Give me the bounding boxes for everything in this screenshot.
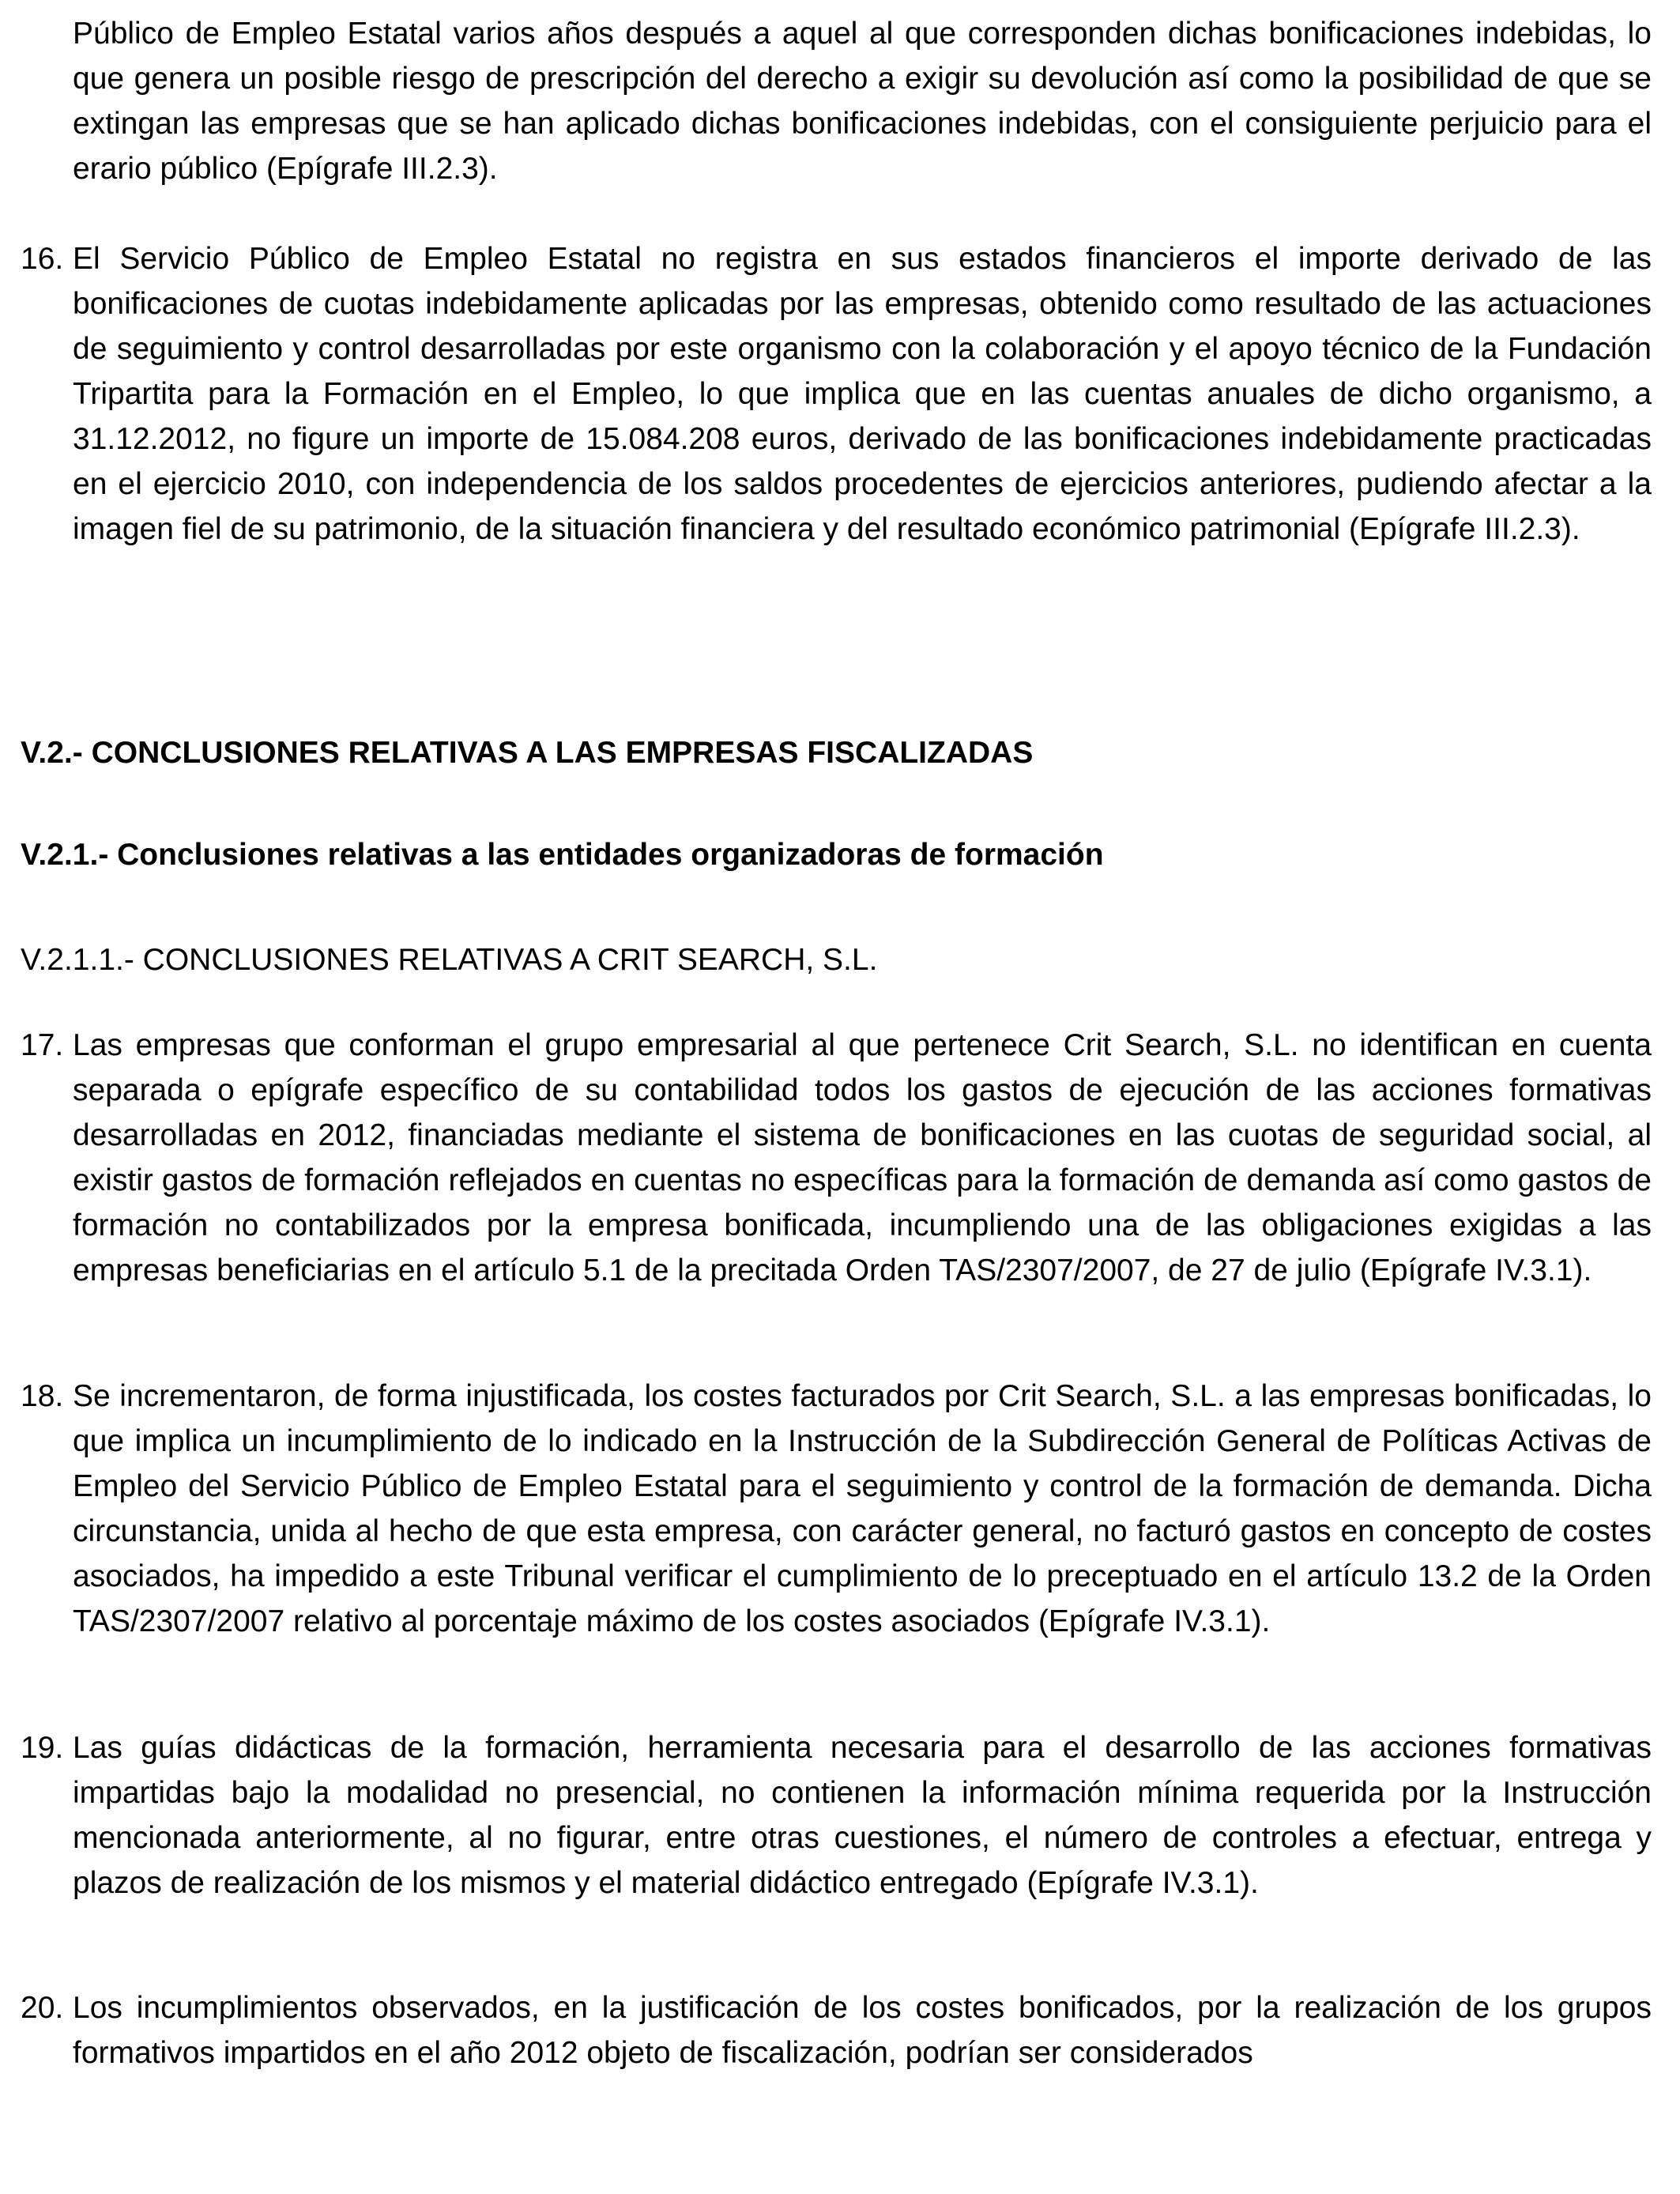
item-number: 18.: [21, 1379, 64, 1413]
item-text: Las empresas que conforman el grupo empresarial al que pertenece Crit Search, S.L. no identifican en cuenta separada o epígrafe específico de su contabilidad todos los gastos de ejecución de las acciones formativas desarrolladas en 2012, financiadas mediante el sistema de bonificaciones en las cuotas de seguridad social, al existir gastos de formación reflejados en cuentas no específicas para la formación de demanda así como gastos de formación no contabilizados por la empresa bonificada, incumpliendo una de las obligaciones exigidas a las empresas beneficiarias en el artículo 5.1 de la precitada Orden TAS/2307/2007, de 27 de julio (Epígrafe IV.3.1).: [73, 1028, 1652, 1287]
item-number: 17.: [21, 1028, 64, 1062]
item-text: Las guías didácticas de la formación, herramienta necesaria para el desarrollo de las acciones formativas impartidas bajo la modalidad no presencial, no contienen la información mínima requerida por la Instrucción mencionada anteriormente, al no figurar, entre otras cuestiones, el número de controles a efectuar, entrega y plazos de realización de los mismos y el material didáctico entregado (Epígrafe IV.3.1).: [73, 1731, 1652, 1900]
item-number: 20.: [21, 1991, 64, 2025]
subsection-heading-v21: V.2.1.- Conclusiones relativas a las entidades organizadoras de formación: [21, 838, 1104, 872]
intro-paragraph: Público de Empleo Estatal varios años después a aquel al que corresponden dichas bonificaciones indebidas, lo que genera un posible riesgo de prescripción del derecho a exigir su devolución así como la posibilidad de que se extingan las empresas que se han aplicado dichas bonificaciones indebidas, con el consiguiente perjuicio para el erario público (Epígrafe III.2.3).: [73, 17, 1652, 186]
item-number: 19.: [21, 1731, 64, 1765]
item-number: 16.: [21, 242, 64, 276]
list-item-19: [21, 1725, 1652, 1906]
item-text: El Servicio Público de Empleo Estatal no registra en sus estados financieros el importe derivado de las bonificaciones de cuotas indebidamente aplicadas por las empresas, obtenido como resultado de las actuaciones de seguimiento y control desarrolladas por este organismo con la colaboración y el apoyo técnico de la Fundación Tripartita para la Formación en el Empleo, lo que implica que en las cuentas anuales de dicho organismo, a 31.12.2012, no figure un importe de 15.084.208 euros, derivado de las bonificaciones indebidamente practicadas en el ejercicio 2010, con independencia de los saldos procedentes de ejercicios anteriores, pudiendo afectar a la imagen fiel de su patrimonio, de la situación financiera y del resultado económico patrimonial (Epígrafe III.2.3).: [73, 242, 1652, 546]
list-item-16: [21, 236, 1652, 552]
list-item-17: [21, 1023, 1652, 1293]
item-text: Se incrementaron, de forma injustificada, los costes facturados por Crit Search, S.L. a las empresas bonificadas, lo que implica un incumplimiento de lo indicado en la Instrucción de la Subdirección General de Políticas Activas de Empleo del Servicio Público de Empleo Estatal para el seguimiento y control de la formación de demanda. Dicha circunstancia, unida al hecho de que esta empresa, con carácter general, no facturó gastos en concepto de costes asociados, ha impedido a este Tribunal verificar el cumplimiento de lo preceptuado en el artículo 13.2 de la Orden TAS/2307/2007 relativo al porcentaje máximo de los costes asociados (Epígrafe IV.3.1).: [73, 1379, 1652, 1638]
list-item-18: [21, 1374, 1652, 1644]
section-heading-v2: V.2.- CONCLUSIONES RELATIVAS A LAS EMPRESAS FISCALIZADAS: [21, 736, 1034, 770]
subsubsection-heading-v211: V.2.1.1.- CONCLUSIONES RELATIVAS A CRIT SEARCH, S.L.: [21, 943, 878, 977]
list-item-20: [21, 1985, 1652, 2075]
item-text: Los incumplimientos observados, en la justificación de los costes bonificados, por la realización de los grupos formativos impartidos en el año 2012 objeto de fiscalización, podrían ser considerados: [73, 1991, 1652, 2070]
